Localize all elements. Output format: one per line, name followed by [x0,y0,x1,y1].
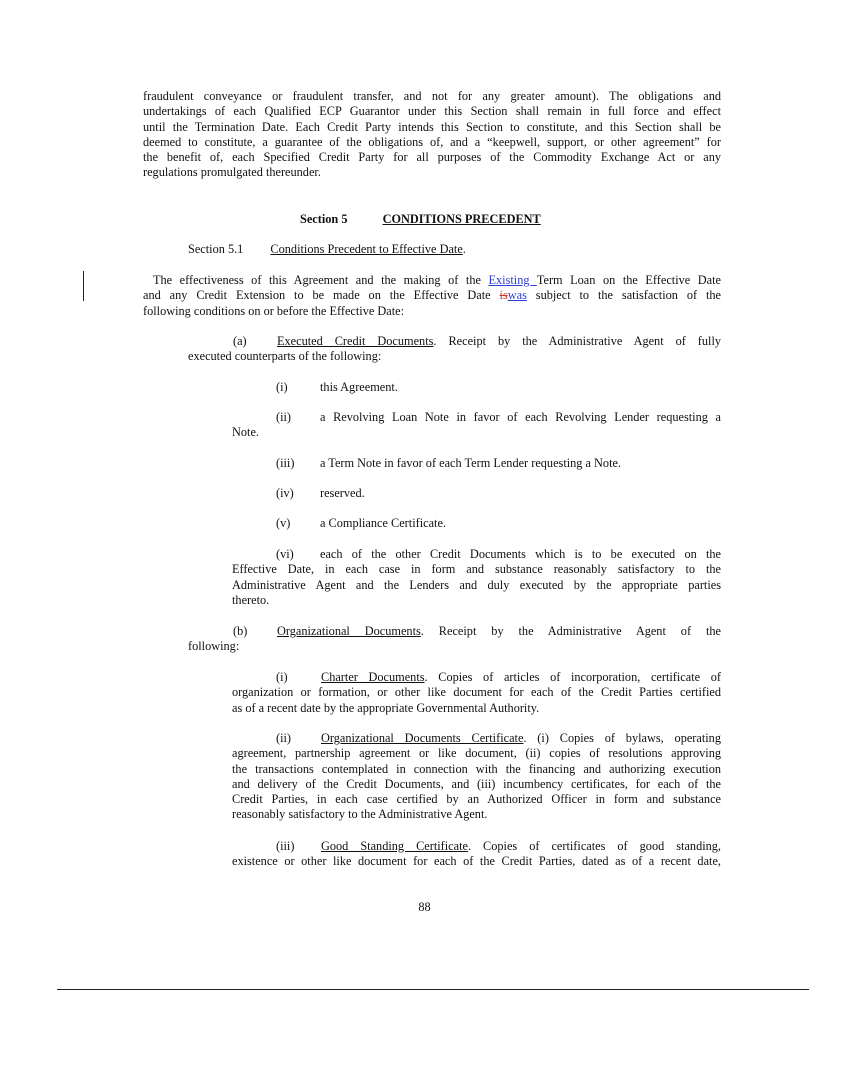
intro-line: fraudulent conveyance or fraudulent transfer, and not for any greater amount). The obligations and [143,89,721,103]
text-run: . Receipt by the Administrative Agent of the [420,624,721,638]
section-label: Section 5 [300,212,348,226]
item-text: a Term Note in favor of each Term Lender requesting a Note. [320,456,622,470]
item-text: reserved. [320,486,365,500]
text-run: and any Credit Extension to be made on the Effective Date [143,288,500,303]
clause-a-line [188,334,721,349]
clause-a [188,334,721,365]
inserted-text: Existing [488,273,537,287]
effectiveness-line [143,273,721,288]
page-bottom-rule [57,989,809,990]
list-item [232,731,721,823]
intro-line: until the Termination Date. Each Credit Party intends this Section to constitute, and this Section shall be [143,119,721,134]
item-line: agreement, partnership agreement or like document, (ii) copies of resolutions approving [232,746,721,761]
section-heading [300,212,541,227]
item-line: the transactions contemplated in connection with the financing and authorizing execution [232,761,721,776]
intro-paragraph [143,89,721,181]
list-item [232,547,721,608]
clause-title: Executed Credit Documents [277,334,434,348]
item-number: (i) [276,380,288,394]
text-run: . Receipt by the Administrative Agent of fully [433,334,722,348]
clause-b-line: following: [188,639,240,654]
intro-line: undertakings of each Qualified ECP Guarantor under this Section shall remain in full force and effect [143,104,721,119]
item-number: (i) [276,670,288,684]
item-line [232,839,721,854]
inserted-text: was [507,288,527,303]
deleted-text: is [499,288,508,303]
clause-number: (b) [233,624,248,638]
intro-line: regulations promulgated thereunder. [143,165,321,180]
list-item [276,380,398,395]
item-number: (iii) [276,456,295,470]
list-item [232,839,721,870]
item-line [232,547,721,562]
item-text: . Copies of articles of incorporation, certificate of [424,670,721,684]
text-run: subject to the satisfaction of the [526,288,721,303]
clause-a-line: executed counterparts of the following: [188,349,382,364]
page-number: 88 [418,900,431,914]
item-number: (iv) [276,486,294,500]
item-text: a Compliance Certificate. [320,516,446,530]
item-line: Credit Parties, in each case certified by an Authorized Officer in form and substance [232,792,721,807]
item-line: thereto. [232,592,270,607]
intro-line: deemed to constitute, a guarantee of the obligations of, and a “keepwell, support, or other agreement” for [143,134,721,149]
item-title: Good Standing Certificate [321,839,468,853]
item-number: (ii) [276,731,292,745]
subsection-period: . [462,242,466,256]
list-item [232,410,721,441]
item-number: (ii) [276,410,292,424]
item-number: (v) [276,516,291,530]
item-line [232,410,721,425]
effectiveness-line: following conditions on or before the Effective Date: [143,303,405,318]
item-line: and delivery of the Credit Documents, and (iii) incumbency certificates, for each of the [232,776,721,791]
clause-number: (a) [233,334,247,348]
clause-b [188,624,721,655]
item-text: a Revolving Loan Note in favor of each Revolving Lender requesting a [320,410,721,424]
item-text: . Copies of certificates of good standing, [467,839,722,853]
text-run: Term Loan on the Effective Date [536,273,721,287]
item-title: Organizational Documents Certificate [321,731,524,745]
subsection-heading [188,242,466,257]
subsection-label: Section 5.1 [188,242,244,256]
list-item [276,456,621,471]
list-item [276,486,365,501]
item-number: (iii) [276,839,295,853]
section-title: CONDITIONS PRECEDENT [382,212,541,226]
item-number: (vi) [276,547,294,561]
text-run: The effectiveness of this Agreement and the making of the [153,273,489,287]
intro-line: the benefit of, each Specified Credit Party for all purposes of the Commodity Exchange Act or any [143,150,721,165]
clause-title: Organizational Documents [277,624,421,638]
item-line: as of a recent date by the appropriate Governmental Authority. [232,700,540,715]
item-text: this Agreement. [320,380,398,394]
item-line: organization or formation, or other like document for each of the Credit Parties certified [232,685,721,700]
item-line [232,731,721,746]
list-item [232,670,721,716]
effectiveness-line [143,288,721,303]
item-text: each of the other Credit Documents which is to be executed on the [320,547,721,561]
list-item [276,516,446,531]
item-line: existence or other like document for each of the Credit Parties, dated as of a recent date, [232,854,721,869]
item-title: Charter Documents [321,670,425,684]
item-text: . (i) Copies of bylaws, operating [523,731,721,745]
subsection-title: Conditions Precedent to Effective Date [270,242,463,256]
clause-b-line [188,624,721,639]
revision-change-bar [83,271,84,301]
effectiveness-paragraph [143,273,721,319]
item-line: Effective Date, in each case in form and substance reasonably satisfactory to the [232,562,721,577]
item-line: Note. [232,425,259,440]
item-line [232,670,721,685]
item-line: Administrative Agent and the Lenders and duly executed by the appropriate parties [232,577,721,592]
item-line: reasonably satisfactory to the Administrative Agent. [232,807,488,822]
